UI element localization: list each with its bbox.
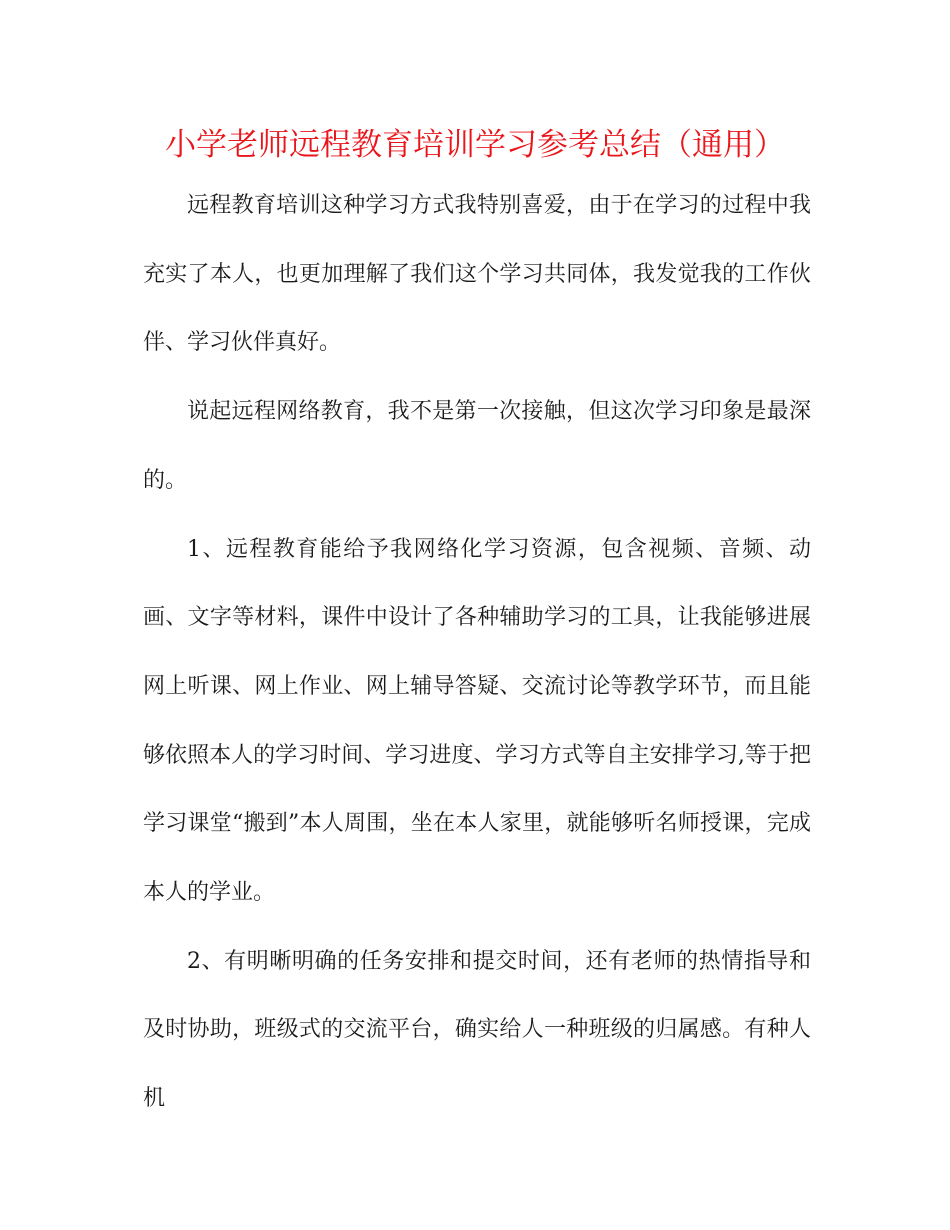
paragraph-3: 1、远程教育能给予我网络化学习资源，包含视频、音频、动画、文字等材料，课件中设计了各种辅助学习的工具，让我能够进展网上听课、网上作业、网上辅导答疑、交流讨论等教学环节，而且能够依照本人的学习时间、学习进度、学习方式等自主安排学习,等于把学习课堂“搬到”本人周围，坐在本人家里，就能够听名师授课，完成本人的学业。	[143, 536, 811, 906]
document-title: 小学老师远程教育培训学习参考总结（通用）	[165, 127, 785, 163]
paragraph-1: 远程教育培训这种学习方式我特别喜爱，由于在学习的过程中我充实了本人，也更加理解了我们这个学习共同体，我发觉我的工作伙伴、学习伙伴真好。	[143, 193, 811, 356]
paragraph-2: 说起远程网络教育，我不是第一次接触，但这次学习印象是最深的。	[143, 399, 811, 493]
paragraph-4: 2、有明晰明确的任务安排和提交时间，还有老师的热情指导和及时协助，班级式的交流平台，确实给人一种班级的归属感。有种人机	[143, 948, 811, 1112]
document-body	[143, 172, 811, 1134]
